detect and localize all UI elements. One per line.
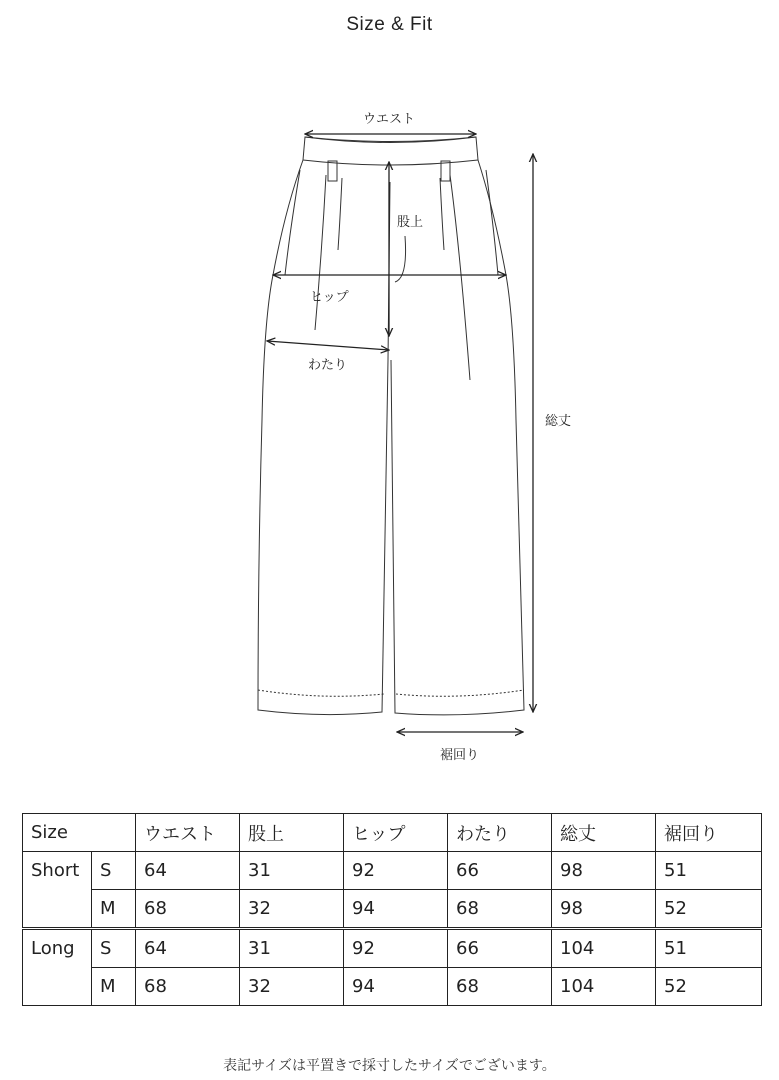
cell: 64 [136, 929, 240, 968]
label-waist: ウエスト [363, 112, 416, 127]
header-waist: ウエスト [136, 814, 240, 852]
cell: 92 [344, 929, 448, 968]
cell: 98 [552, 890, 656, 929]
table-row [23, 968, 762, 1006]
table-header-row [23, 814, 762, 852]
cell: 66 [448, 929, 552, 968]
group-name: Short [23, 852, 92, 929]
header-hem: 裾回り [656, 814, 762, 852]
header-size: Size [23, 814, 136, 852]
cell: 92 [344, 852, 448, 890]
cell: 68 [448, 968, 552, 1006]
header-thigh: わたり [448, 814, 552, 852]
table-row [23, 890, 762, 929]
header-length: 総丈 [552, 814, 656, 852]
cell: 66 [448, 852, 552, 890]
header-hip: ヒップ [344, 814, 448, 852]
table-row [23, 852, 762, 890]
footer-note: 表記サイズは平置きで採寸したサイズでございます。 [223, 1058, 556, 1074]
cell: 98 [552, 852, 656, 890]
header-rise: 股上 [240, 814, 344, 852]
label-thigh: わたり [308, 358, 348, 373]
group-name: Long [23, 929, 92, 1006]
label-length: 総丈 [545, 414, 572, 429]
cell: 31 [240, 929, 344, 968]
cell: 51 [656, 929, 762, 968]
cell: 51 [656, 852, 762, 890]
pants-outline [258, 160, 524, 715]
cell: 31 [240, 852, 344, 890]
page-title: Size & Fit [346, 14, 433, 35]
cell: 32 [240, 890, 344, 929]
thigh-arrow [267, 341, 389, 350]
cell: 68 [136, 968, 240, 1006]
pants-waistband [303, 137, 478, 181]
cell: 94 [344, 890, 448, 929]
cell: 104 [552, 968, 656, 1006]
row-size: S [92, 852, 136, 890]
row-size: M [92, 890, 136, 929]
cell: 104 [552, 929, 656, 968]
label-hem: 裾回り [440, 748, 480, 763]
row-size: M [92, 968, 136, 1006]
row-size: S [92, 929, 136, 968]
cell: 64 [136, 852, 240, 890]
cell: 52 [656, 968, 762, 1006]
size-table [22, 813, 762, 1006]
label-rise: 股上 [397, 215, 424, 230]
cell: 94 [344, 968, 448, 1006]
cell: 68 [136, 890, 240, 929]
table-row [23, 929, 762, 968]
label-hip: ヒップ [310, 290, 349, 305]
cell: 52 [656, 890, 762, 929]
cell: 32 [240, 968, 344, 1006]
cell: 68 [448, 890, 552, 929]
